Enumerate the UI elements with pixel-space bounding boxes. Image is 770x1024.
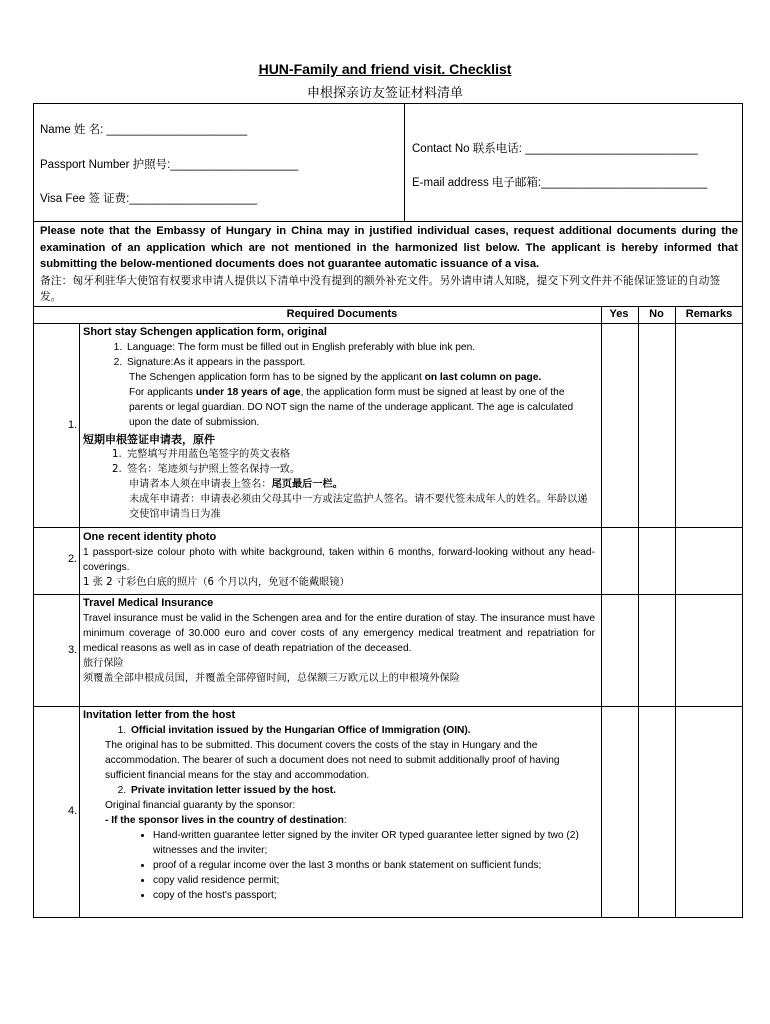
signature-paragraph: [83, 370, 595, 385]
row-number: 4.: [68, 805, 78, 817]
row-heading: Travel Medical Insurance: [83, 597, 214, 609]
row-text: The original has to be submitted. This document covers the costs of the stay in Hungary and the accommodation. The bearer of such a document does not need to submit additionally proof of having sufficient financial means for the stay and accommodation.: [105, 740, 560, 781]
row-heading-chinese: 短期申根签证申请表，原件: [83, 433, 215, 446]
info-divider: [404, 103, 405, 221]
bullet-item: • copy of the host's passport;: [153, 888, 595, 903]
underage-paragraph: [83, 385, 595, 430]
list-item: 1. 完整填写并用蓝色笔签字的英文表格: [125, 447, 595, 462]
underage-paragraph-chinese: 未成年申请者：申请表必须由父母其中一方或法定监护人签名。请不要代签未成年人的姓名。年龄以递交使馆申请当日为准: [129, 494, 588, 520]
row-number: 3.: [68, 644, 78, 656]
subheading-text: - If the sponsor lives in the country of destination: [105, 815, 344, 826]
table-row: [83, 530, 595, 590]
header-required-documents: Required Documents: [286, 308, 398, 320]
notice-english: Please note that the Embassy of Hungary in China may in justified individual cases, request additional documents during the examination of an application which are not mentioned in the harmonized list below. The applicant is hereby informed that submitting the below-mentioned documents does not guarantee automatic issuance of a visa.: [40, 225, 738, 270]
column-line: [638, 306, 639, 918]
column-line: [601, 306, 602, 918]
row-text: Travel insurance must be valid in the Schengen area and for the entire duration of stay. The insurance must have minimum coverage of 30.000 euro and cover costs of any emergency medical treatment and repatriation for medical reasons as well as in case of death repatriation of the deceased.: [83, 613, 595, 654]
row-text-chinese: 1 张 2 寸彩色白底的照片（6 个月以内，免冠不能戴眼镜）: [83, 577, 350, 588]
list-item-title: Private invitation letter issued by the host.: [131, 785, 336, 796]
list-item: 2. 签名：笔迹须与护照上签名保持一致。: [125, 462, 595, 477]
row-text-chinese: 须覆盖全部申根成员国，并覆盖全部停留时间，总保额三万欧元以上的申根境外保险: [83, 673, 460, 684]
page-title: HUN-Family and friend visit. Checklist: [258, 61, 512, 77]
contact-number-field[interactable]: Contact No 联系电话: ___________________________: [412, 143, 698, 155]
row-divider: [33, 594, 743, 595]
bullet-item: • proof of a regular income over the last 3 months or bank statement on sufficient funds;: [153, 858, 595, 873]
bullet-item: • copy valid residence permit;: [153, 873, 595, 888]
paragraph-text: 申请者本人须在申请表上签名：: [129, 479, 272, 490]
visa-fee-field[interactable]: Visa Fee 签 证费:____________________: [40, 193, 258, 205]
passport-number-field[interactable]: Passport Number 护照号:____________________: [40, 159, 299, 171]
bullet-item: • Hand-written guarantee letter signed by the inviter OR typed guarantee letter signed by two (2) witnesses and the inviter;: [153, 828, 595, 858]
row-heading: Invitation letter from the host: [83, 709, 236, 721]
table-row: [83, 325, 595, 522]
page-subtitle: 申根探亲访友签证材料清单: [306, 86, 463, 101]
signature-paragraph-chinese: [83, 477, 595, 492]
row-text-chinese: 旅行保险: [83, 658, 124, 669]
notice-block: [40, 223, 738, 306]
row-number: 1.: [68, 419, 78, 431]
list-item: [129, 723, 595, 738]
paragraph-emphasis: 尾页最后一栏。: [271, 479, 343, 490]
divider: [33, 323, 743, 324]
divider: [33, 221, 743, 222]
paragraph-text: The Schengen application form has to be signed by the applicant: [129, 372, 425, 383]
column-line: [675, 306, 676, 918]
row-heading: Short stay Schengen application form, original: [83, 326, 327, 338]
notice-chinese: 备注：匈牙利驻华大使馆有权要求申请人提供以下清单中没有提到的额外补充文件。另外请申请人知晓，提交下列文件并不能保证签证的自动签发。: [40, 273, 721, 303]
column-line: [79, 323, 80, 918]
list-item: [129, 783, 595, 798]
subheading-colon: :: [343, 815, 347, 826]
header-yes: Yes: [609, 308, 629, 320]
header-no: No: [649, 308, 664, 320]
header-remarks: Remarks: [685, 308, 733, 320]
list-item: 2. Signature:As it appears in the passport.: [125, 355, 595, 370]
row-divider: [33, 706, 743, 707]
table-row: [83, 708, 595, 903]
paragraph-text: , the application form must be signed at least by one of the parents or legal guardian. DO NOT sign the name of the underage applicant. The age is calculated upon the date of submission.: [129, 387, 574, 428]
row-number: 2.: [68, 553, 78, 565]
row-subheading: [83, 813, 595, 828]
paragraph-emphasis: under 18 years of age: [195, 387, 301, 398]
email-field[interactable]: E-mail address 电子邮箱:__________________________: [412, 177, 708, 189]
paragraph-text: For applicants: [129, 387, 196, 398]
paragraph-emphasis: on last column on page.: [424, 372, 542, 383]
divider: [33, 306, 743, 307]
name-field[interactable]: Name 姓 名: ______________________: [40, 124, 248, 136]
list-item: 1. Language: The form must be filled out in English preferably with blue ink pen.: [125, 340, 595, 355]
row-divider: [33, 527, 743, 528]
row-text: Original financial guaranty by the sponsor:: [105, 800, 296, 811]
row-heading: One recent identity photo: [83, 531, 217, 543]
table-row: [83, 596, 595, 686]
row-text: 1 passport-size colour photo with white background, taken within 6 months, forward-looking without any head-coverings.: [83, 547, 595, 573]
list-item-title: Official invitation issued by the Hungarian Office of Immigration (OIN).: [131, 725, 471, 736]
